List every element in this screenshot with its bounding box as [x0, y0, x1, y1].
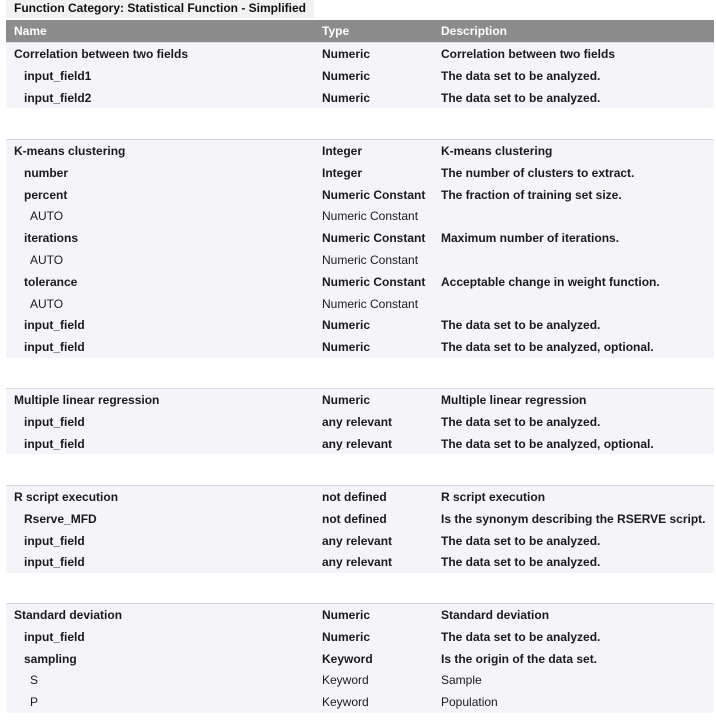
- cell-type: Numeric Constant: [322, 188, 426, 202]
- cell-type: Numeric: [322, 608, 371, 622]
- cell-name: P: [30, 695, 39, 709]
- cell-desc: Maximum number of iterations.: [441, 231, 620, 245]
- cell-desc: The data set to be analyzed, optional.: [441, 340, 654, 354]
- cell-desc: Multiple linear regression: [441, 393, 587, 407]
- cell-type: any relevant: [322, 534, 393, 548]
- cell-type: Numeric: [322, 47, 371, 61]
- cell-name: Correlation between two fields: [14, 47, 189, 61]
- table-header: [6, 20, 714, 42]
- cell-type: Numeric: [322, 91, 371, 105]
- cell-desc: Acceptable change in weight function.: [441, 275, 660, 289]
- cell-type: Numeric: [322, 69, 371, 83]
- cell-name: input_field2: [24, 91, 92, 105]
- cell-name: Standard deviation: [14, 608, 123, 622]
- cell-desc: The data set to be analyzed.: [441, 534, 601, 548]
- cell-name: number: [24, 166, 69, 180]
- cell-desc: The fraction of training set size.: [441, 188, 622, 202]
- cell-name: input_field: [24, 437, 85, 451]
- cell-name: input_field: [24, 415, 85, 429]
- cell-desc: R script execution: [441, 490, 546, 504]
- cell-type: Numeric: [322, 318, 371, 332]
- cell-desc: The data set to be analyzed.: [441, 555, 601, 569]
- cell-desc: Is the origin of the data set.: [441, 652, 598, 666]
- cell-desc: Standard deviation: [441, 608, 550, 622]
- header-description: Description: [441, 24, 508, 38]
- cell-desc: The data set to be analyzed, optional.: [441, 437, 654, 451]
- cell-desc: K-means clustering: [441, 144, 553, 158]
- cell-type: not defined: [322, 490, 387, 504]
- cell-name: AUTO: [30, 253, 64, 267]
- cell-type: any relevant: [322, 437, 393, 451]
- cell-desc: The number of clusters to extract.: [441, 166, 635, 180]
- cell-name: iterations: [24, 231, 79, 245]
- cell-name: input_field: [24, 630, 85, 644]
- cell-type: Keyword: [322, 673, 369, 687]
- cell-type: not defined: [322, 512, 387, 526]
- cell-desc: The data set to be analyzed.: [441, 69, 601, 83]
- cell-type: Integer: [322, 166, 363, 180]
- cell-name: K-means clustering: [14, 144, 126, 158]
- cell-type: Keyword: [322, 695, 369, 709]
- cell-type: any relevant: [322, 555, 393, 569]
- cell-type: Numeric: [322, 630, 371, 644]
- function-category-title: Function Category: Statistical Function - Simplified: [6, 0, 314, 18]
- cell-type: Numeric Constant: [322, 275, 426, 289]
- header-type: Type: [322, 24, 350, 38]
- cell-name: percent: [24, 188, 68, 202]
- cell-name: Multiple linear regression: [14, 393, 160, 407]
- cell-desc: Is the synonym describing the RSERVE script.: [441, 512, 706, 526]
- cell-desc: The data set to be analyzed.: [441, 91, 601, 105]
- cell-name: S: [30, 673, 39, 687]
- cell-name: AUTO: [30, 297, 64, 311]
- cell-type: Numeric Constant: [322, 253, 419, 267]
- cell-desc: Correlation between two fields: [441, 47, 616, 61]
- cell-name: Rserve_MFD: [24, 512, 97, 526]
- cell-desc: The data set to be analyzed.: [441, 318, 601, 332]
- cell-name: AUTO: [30, 209, 64, 223]
- cell-type: Numeric Constant: [322, 209, 419, 223]
- cell-type: Numeric: [322, 340, 371, 354]
- cell-name: input_field: [24, 555, 85, 569]
- cell-name: R script execution: [14, 490, 119, 504]
- cell-name: input_field: [24, 534, 85, 548]
- cell-type: any relevant: [322, 415, 393, 429]
- cell-type: Keyword: [322, 652, 373, 666]
- cell-name: input_field1: [24, 69, 92, 83]
- cell-type: Numeric Constant: [322, 231, 426, 245]
- cell-name: sampling: [24, 652, 77, 666]
- cell-name: input_field: [24, 318, 85, 332]
- cell-name: tolerance: [24, 275, 78, 289]
- cell-desc: The data set to be analyzed.: [441, 630, 601, 644]
- header-name: Name: [14, 24, 47, 38]
- cell-name: input_field: [24, 340, 85, 354]
- cell-desc: Population: [441, 695, 498, 709]
- cell-type: Numeric: [322, 393, 371, 407]
- cell-desc: The data set to be analyzed.: [441, 415, 601, 429]
- cell-desc: Sample: [441, 673, 482, 687]
- cell-type: Numeric Constant: [322, 297, 419, 311]
- cell-type: Integer: [322, 144, 363, 158]
